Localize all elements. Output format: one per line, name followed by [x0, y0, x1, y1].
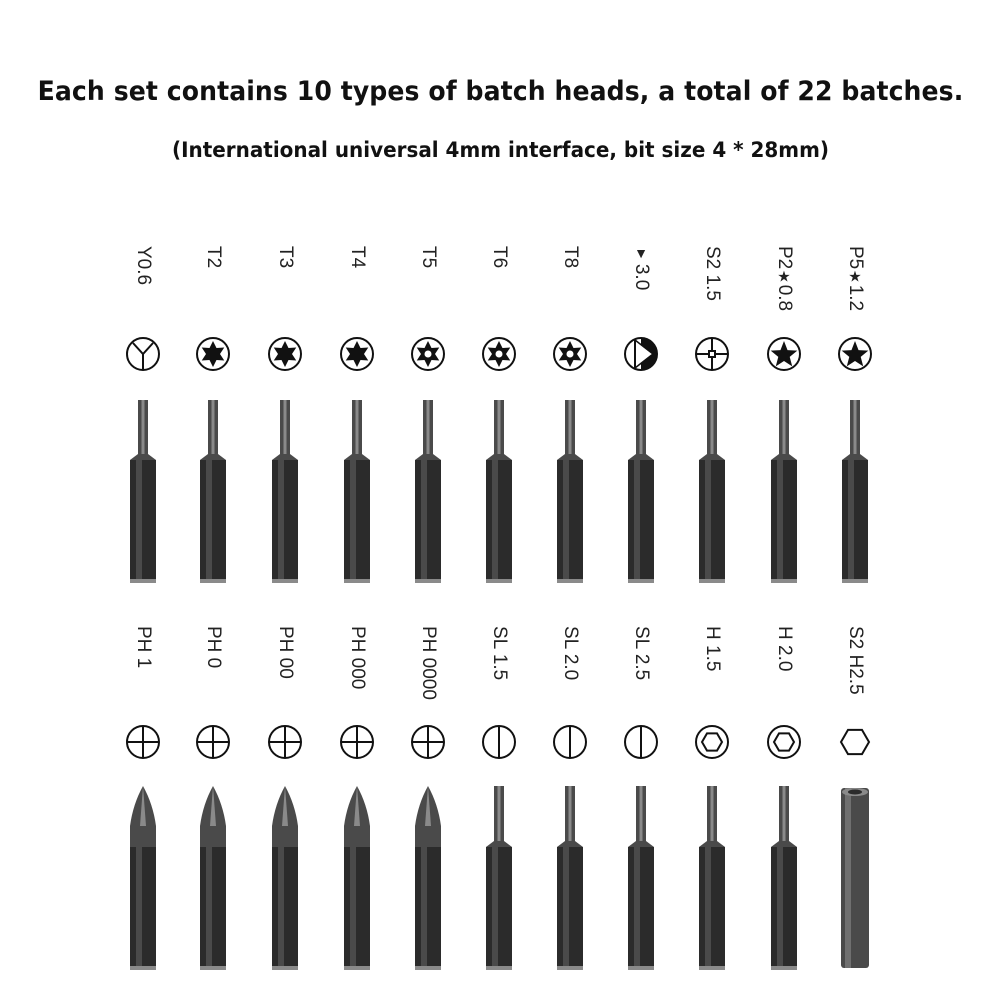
bit-label	[773, 626, 795, 671]
bit-label-text: 1.2	[845, 284, 866, 312]
torx-security-icon	[410, 336, 446, 372]
bit-label	[559, 246, 581, 268]
screwdriver-bit	[193, 400, 233, 583]
bit-label-text: H 2.0	[774, 626, 795, 672]
bit-label-prefix: P5	[845, 246, 866, 270]
bit-label	[844, 246, 866, 311]
torx-security-icon	[481, 336, 517, 372]
star-icon: ★	[777, 268, 791, 286]
bit-label	[488, 626, 510, 680]
bit-label	[417, 626, 439, 700]
page-subtitle: (International universal 4mm interface, bit size 4 * 28mm)	[171, 138, 830, 162]
slotted-icon	[552, 724, 588, 760]
hex-socket-icon	[837, 724, 873, 760]
bit-label-text: T4	[347, 246, 368, 269]
phillips-icon	[339, 724, 375, 760]
bit-label	[132, 246, 154, 285]
bit-label	[274, 626, 296, 679]
screwdriver-bit	[692, 786, 732, 970]
screwdriver-bit	[479, 786, 519, 970]
bit-label-text: SL 2.0	[560, 626, 581, 681]
bit-label	[701, 246, 723, 301]
triwing-icon	[623, 336, 659, 372]
bit-label	[701, 626, 723, 671]
phillips-icon	[267, 724, 303, 760]
torx-icon	[267, 336, 303, 372]
bit-label-text: T3	[275, 246, 296, 269]
screwdriver-bit	[123, 400, 163, 583]
bit-label	[274, 246, 296, 268]
star-icon: ★	[848, 268, 862, 286]
bit-label-text: SL 1.5	[489, 626, 510, 681]
bit-label	[132, 626, 154, 668]
bit-label	[417, 246, 439, 268]
page-title: Each set contains 10 types of batch heads, a total of 22 batches.	[37, 76, 964, 107]
bit-label	[346, 626, 368, 689]
screwdriver-bit	[550, 786, 590, 970]
screwdriver-bit	[193, 786, 233, 970]
screwdriver-bit	[692, 400, 732, 583]
bit-label-text: T8	[560, 246, 581, 269]
bit-label-text: T2	[203, 246, 224, 269]
bit-label-text: T6	[489, 246, 510, 269]
bit-label-text: 0.8	[774, 284, 795, 312]
bit-label-text: H 1.5	[702, 626, 723, 672]
bit-label-text: PH 0000	[418, 626, 439, 700]
bit-label	[630, 626, 652, 680]
bit-label	[488, 246, 510, 268]
bit-label	[844, 626, 866, 695]
torx-icon	[339, 336, 375, 372]
phillips-icon	[125, 724, 161, 760]
screwdriver-bit	[479, 400, 519, 583]
bit-label	[559, 626, 581, 680]
hex-icon	[766, 724, 802, 760]
screwdriver-bit	[835, 400, 875, 583]
bit-label	[630, 246, 652, 290]
slotted-icon	[481, 724, 517, 760]
screwdriver-bit	[408, 786, 448, 970]
bit-label-text: PH 0	[203, 626, 224, 669]
phillips-icon	[410, 724, 446, 760]
hex-icon	[694, 724, 730, 760]
screwdriver-bit	[764, 786, 804, 970]
y-tip-icon	[125, 336, 161, 372]
bit-label-prefix: P2	[774, 246, 795, 270]
phillips-icon	[195, 724, 231, 760]
triangle-icon: ▼	[634, 244, 648, 261]
cross-slot-icon	[694, 336, 730, 372]
screwdriver-bit	[621, 786, 661, 970]
slotted-icon	[623, 724, 659, 760]
screwdriver-bit	[764, 400, 804, 583]
screwdriver-bit	[337, 400, 377, 583]
screwdriver-bit	[550, 400, 590, 583]
screwdriver-bit	[265, 786, 305, 970]
pentalobe-icon	[837, 336, 873, 372]
screwdriver-bit	[265, 400, 305, 583]
bit-label	[202, 246, 224, 268]
bit-label-text: S2 H2.5	[845, 626, 866, 695]
bit-label-text: PH 00	[275, 626, 296, 679]
screwdriver-bit	[123, 786, 163, 970]
screwdriver-bit	[835, 786, 875, 970]
bit-label	[773, 246, 795, 311]
bit-label	[346, 246, 368, 268]
torx-security-icon	[552, 336, 588, 372]
bit-label	[202, 626, 224, 668]
bit-label-text: PH 000	[347, 626, 368, 690]
bit-label-text: PH 1	[133, 626, 154, 669]
bit-label-text: 3.0	[631, 263, 652, 291]
bit-label-text: T5	[418, 246, 439, 269]
bit-label-text: S2 1.5	[702, 246, 723, 301]
screwdriver-bit	[337, 786, 377, 970]
torx-icon	[195, 336, 231, 372]
bit-label-text: SL 2.5	[631, 626, 652, 681]
screwdriver-bit	[621, 400, 661, 583]
bit-label-text: Y0.6	[133, 246, 154, 286]
screwdriver-bit	[408, 400, 448, 583]
pentalobe-icon	[766, 336, 802, 372]
